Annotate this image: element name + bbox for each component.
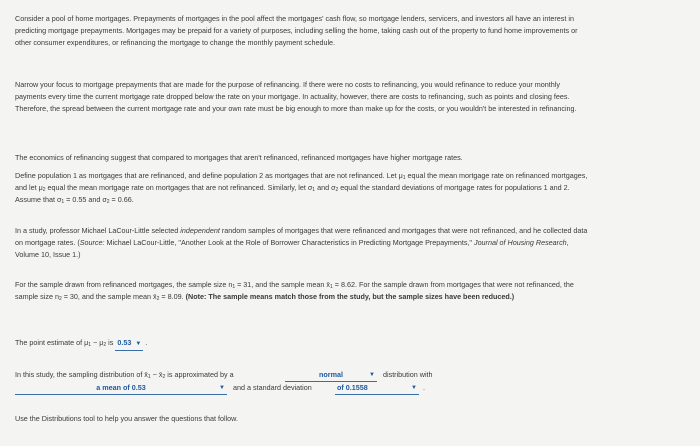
population-definition-paragraph: Define population 1 as mortgages that are refinanced, and define population 2 as mortgages that are not refinanced. Let $\mu_1$ equal the mean mortgage rate on refinanced mortgages, and let $\mu_2$ equal the mean mortgage rate on mortgages that are not refinanced. Similarly, let $\sigma_1$ and $\sigma_2$ equal the standard deviations of mortgage rates for populations 1 and 2. Assume that $\sigma_1 = 0.55$ and $\sigma_2 = 0.66$. xyxy=(15,171,588,206)
sampling-distribution-question: In this study, the sampling distribution of $x̄_1$ − $x̄_2$ is approximated by a normal ▼ distribution with a mean of 0.53 ▼ and a standard deviation of 0.1558 ▼ . xyxy=(15,369,588,394)
intro-paragraph: Consider a pool of home mortgages. Prepayments of mortgages in the pool affect the mortgages' cash flow, so mortgage lenders, servicers, and investors all have an interest in predicting mortgage prepayments. Mortgages may be prepaid for a variety of purposes, including selling the home, taking cash out of the property to fund home improvements or other consumer expenditures, or refinancing the mortgage to change the monthly payment schedule. xyxy=(15,14,578,48)
period-label: . xyxy=(423,383,425,392)
standard-deviation-label: and a standard deviation xyxy=(233,383,312,392)
distribution-type-dropdown[interactable]: normal ▼ xyxy=(285,369,377,382)
point-estimate-question: The point estimate of $\mu_1 - \mu_2$ is 0.53 ▼ . xyxy=(15,337,588,351)
point-estimate-dropdown[interactable]: 0.53 ▼ xyxy=(115,337,143,351)
refinancing-paragraph: Narrow your focus to mortgage prepayments that are made for the purpose of refinancing. If there were no costs to refinancing, you would refinance to reduce your monthly payments every time the current mortgage rate dropped below the rate on your mortgage. In actuality, however, there are costs to refinancing, such as points and closing fees. Therefore, the spread between the current mortgage rate and your own rate must be big enough to more than make up for the costs, or you wouldn't be interested in refinancing. xyxy=(15,80,577,114)
sample-paragraph: For the sample drawn from refinanced mortgages, the sample size $n_1 = 31$, and the sample mean $x̄_1 = 8.62$. For the sample drawn from mortgages that were not refinanced, the sample size $n_2 = 30$, and the sample mean $x̄_2 = 8.09$. (Note: The sample means match those from the study, but the sample sizes have been reduced.) xyxy=(15,280,574,303)
distribution-with-label: distribution with xyxy=(383,370,433,379)
chevron-down-icon: ▼ xyxy=(135,341,142,347)
mean-dropdown[interactable]: a mean of 0.53 ▼ xyxy=(15,382,227,395)
chevron-down-icon: ▼ xyxy=(369,372,375,378)
instructions-text: Use the Distributions tool to help you answer the questions that follow. xyxy=(15,414,238,423)
economics-paragraph: The economics of refinancing suggest that compared to mortgages that aren't refinanced, refinanced mortgages have higher mortgage rates. xyxy=(15,153,463,162)
standard-deviation-dropdown[interactable]: of 0.1558 ▼ xyxy=(335,382,419,395)
chevron-down-icon: ▼ xyxy=(411,385,417,391)
chevron-down-icon: ▼ xyxy=(219,385,225,391)
study-paragraph: In a study, professor Michael LaCour-Little selected independent random samples of mortgages that were refinanced and mortgages that were not refinanced, and he collected data on mortgage rates. (Source: Michael LaCour-Little, "Another Look at the Role of Borrower Characteristics in Predicting Mortgage Prepayments," Journal of Housing Research, Volume 10, Issue 1.) xyxy=(15,226,588,260)
